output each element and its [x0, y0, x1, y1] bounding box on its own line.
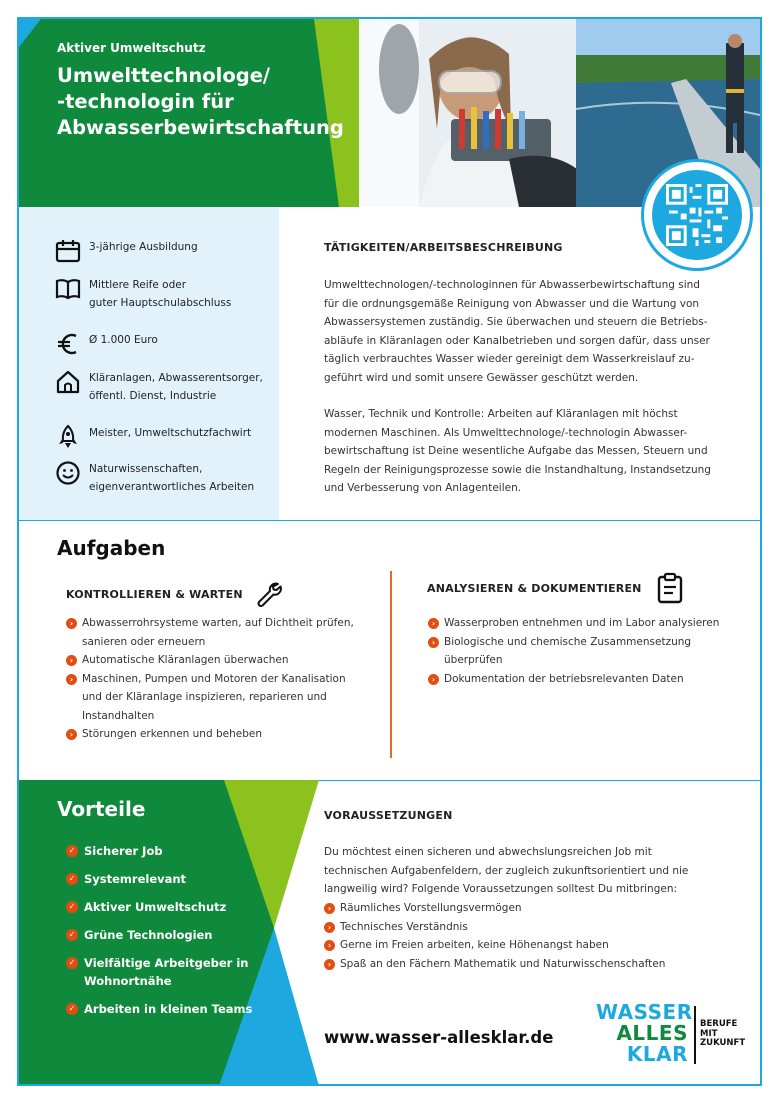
calendar-icon — [55, 238, 81, 264]
benefit-item — [66, 842, 252, 860]
arrow-icon: › — [66, 618, 77, 629]
description-line: Regeln der Reinigungsprozesse sowie die Instandhaltung, Instandsetzung — [324, 463, 711, 476]
description-line: Abwassersystemen zuständig. Sie überwachen und steuern die Betriebs- — [324, 316, 708, 328]
description-line: bewirtschaftung ist Deine wesentliche Aufgabe das Messen, Steuern und — [324, 445, 708, 457]
qr-code-pattern — [652, 170, 742, 260]
fact-interests — [55, 460, 254, 496]
clipboard-icon — [656, 572, 684, 604]
requirements-intro — [324, 843, 724, 899]
description-line: täglich verbrauchtes Wasser wieder gereinigt dem Wasserkreislauf zu- — [324, 353, 695, 365]
benefit-item — [66, 926, 252, 944]
arrow-icon: › — [428, 637, 439, 648]
list-item-text: Räumliches Vorstellungsvermögen — [340, 902, 522, 914]
arrow-icon: › — [428, 618, 439, 629]
title-line: Umwelttechnologe/ — [57, 64, 271, 87]
benefits-title: Vorteile — [57, 797, 146, 821]
list-item-text: sanieren oder erneuern — [82, 635, 206, 648]
tagline-text: MIT — [700, 1028, 718, 1039]
tasks-left-list — [66, 614, 376, 744]
description-line: Umwelttechnologen/-technologinnen für Abwasserbewirtschaftung sind — [324, 279, 700, 291]
description-heading: TÄTIGKEITEN/ARBEITSBESCHREIBUNG — [324, 241, 563, 254]
wrench-icon — [255, 580, 283, 608]
arrow-icon: › — [66, 674, 77, 685]
list-item-text: Gerne im Freien arbeiten, keine Höhenangst haben — [340, 939, 609, 951]
logo-text: WASSER — [596, 1000, 693, 1024]
fact-text: eigenverantwortliches Arbeiten — [89, 481, 255, 493]
arrow-icon: › — [324, 922, 335, 933]
benefit-text: Sicherer Job — [84, 844, 163, 858]
check-icon: ✓ — [66, 929, 78, 941]
kicker: Aktiver Umweltschutz — [57, 41, 206, 55]
list-item — [428, 633, 748, 670]
description-line: für die ordnungsgemäße Reinigung von Abwasser und die Wartung von — [324, 297, 700, 310]
logo-wordmark — [596, 1000, 693, 1066]
list-item-text: Störungen erkennen und beheben — [82, 728, 262, 740]
fact-text: Kläranlagen, Abwasserentsorger, — [89, 372, 263, 384]
fact-text: öffentl. Dienst, Industrie — [89, 390, 217, 402]
title-line: Abwasserbewirtschaftung — [57, 116, 344, 139]
logo-text: KLAR — [626, 1042, 688, 1066]
benefit-text: Grüne Technologien — [84, 928, 213, 942]
requirements-line: Du möchtest einen sicheren und abwechslungsreichen Job mit — [324, 846, 652, 858]
list-item — [66, 614, 376, 651]
title-line: -technologin für — [57, 90, 234, 113]
list-item — [66, 670, 376, 726]
list-item — [324, 918, 724, 937]
list-item-text: Dokumentation der betriebsrelevanten Daten — [444, 672, 684, 685]
requirements-heading: VORAUSSETZUNGEN — [324, 809, 453, 822]
check-icon: ✓ — [66, 845, 78, 857]
list-item — [428, 614, 748, 633]
benefit-text: Wohnortnähe — [84, 974, 172, 988]
page-title — [57, 63, 344, 141]
fact-salary — [55, 331, 158, 357]
benefit-text: Systemrelevant — [84, 872, 187, 886]
check-icon: ✓ — [66, 957, 78, 969]
list-item — [324, 899, 724, 918]
tagline-text: ZUKUNFT — [700, 1038, 746, 1048]
qr-code[interactable] — [641, 159, 753, 271]
tasks-column-divider — [390, 571, 392, 758]
website-link[interactable]: www.wasser-allesklar.de — [324, 1028, 554, 1047]
description-line: Wasser, Technik und Kontrolle: Arbeiten auf Kläranlagen mit höchst — [324, 408, 678, 420]
lab-photo — [359, 19, 577, 207]
fact-text: Ø 1.000 Euro — [89, 334, 158, 346]
tasks-right-header — [427, 572, 684, 604]
check-icon: ✓ — [66, 901, 78, 913]
fact-education — [55, 276, 231, 312]
list-item-text: Abwasserrohrsysteme warten, auf Dichtheit prüfen, — [82, 617, 354, 629]
tasks-left-header — [66, 580, 283, 608]
tagline-text: BERUFE — [700, 1019, 738, 1029]
book-icon — [55, 276, 81, 302]
arrow-icon: › — [324, 959, 335, 970]
rocket-icon — [55, 424, 81, 450]
description-line: geführt wird und somit unsere Gewässer geschützt werden. — [324, 371, 639, 384]
list-item — [66, 651, 376, 670]
benefit-text: Arbeiten in kleinen Teams — [84, 1002, 253, 1016]
list-item-text: Spaß an den Fächern Mathematik und Naturwisschenschaften — [340, 957, 666, 970]
job-description — [324, 276, 719, 516]
requirements-line: technischen Aufgabenfeldern, der zugleich zukunftsorientiert und nie — [324, 864, 689, 877]
euro-icon — [55, 331, 81, 357]
description-paragraph — [324, 276, 719, 387]
benefit-text: Vielfältige Arbeitgeber in — [84, 956, 249, 970]
list-item-text: Biologische und chemische Zusammensetzung — [444, 635, 692, 648]
list-item — [66, 725, 376, 744]
arrow-icon: › — [66, 729, 77, 740]
list-item-text: überprüfen — [444, 654, 503, 666]
house-icon — [55, 369, 81, 395]
fact-text: Mittlere Reife oder — [89, 279, 187, 291]
benefit-item — [66, 954, 252, 990]
check-icon: ✓ — [66, 873, 78, 885]
list-item-text: und der Kläranlage inspizieren, reparieren und — [82, 691, 327, 703]
section-divider — [19, 520, 760, 521]
list-item-text: Technisches Verständnis — [340, 920, 468, 933]
description-line: und Verbesserung von Anlagenteilen. — [324, 482, 522, 494]
tasks-left-heading: KONTROLLIEREN & WARTEN — [66, 587, 243, 601]
list-item — [324, 955, 724, 974]
benefits-list — [66, 842, 252, 1018]
check-icon: ✓ — [66, 1003, 78, 1015]
requirements-line: langweilig wird? Folgende Voraussetzungen solltest Du mitbringen: — [324, 883, 678, 895]
arrow-icon: › — [66, 655, 77, 666]
description-paragraph — [324, 405, 719, 498]
list-item-text: Maschinen, Pumpen und Motoren der Kanalisation — [82, 672, 346, 685]
fact-text: Naturwissenschaften, — [89, 463, 203, 475]
benefit-item — [66, 1000, 252, 1018]
list-item — [324, 936, 724, 955]
list-item — [428, 670, 748, 689]
smiley-icon — [55, 460, 81, 486]
arrow-icon: › — [324, 903, 335, 914]
list-item-text: Automatische Kläranlagen überwachen — [82, 654, 289, 666]
arrow-icon: › — [428, 674, 439, 685]
list-item-text: Instandhalten — [82, 709, 155, 722]
requirements-list — [324, 899, 724, 973]
header — [19, 19, 760, 207]
benefit-text: Aktiver Umweltschutz — [84, 900, 227, 914]
logo-text: ALLES — [616, 1021, 688, 1045]
fact-text: guter Hauptschulabschluss — [89, 297, 232, 309]
fact-text: Meister, Umweltschutzfachwirt — [89, 427, 252, 439]
fact-text: 3-jährige Ausbildung — [89, 241, 198, 253]
flyer — [17, 17, 762, 1086]
description-line: modernen Maschinen. Als Umwelttechnologe/-technologin Abwasser- — [324, 426, 688, 439]
benefit-item — [66, 898, 252, 916]
logo-tagline — [700, 1020, 745, 1049]
list-item-text: Wasserproben entnehmen und im Labor analysieren — [444, 617, 720, 629]
fact-workplaces — [55, 369, 263, 405]
fact-career — [55, 424, 251, 450]
benefit-item — [66, 870, 252, 888]
logo-divider — [694, 1006, 696, 1064]
tasks-right-list — [428, 614, 748, 688]
lab-scientist-image — [359, 19, 577, 207]
tasks-title: Aufgaben — [57, 536, 166, 560]
fact-duration — [55, 238, 198, 264]
arrow-icon: › — [324, 940, 335, 951]
description-line: abläufe in Kläranlagen oder Kanalbetrieben und sorgen dafür, dass unser — [324, 334, 710, 347]
tasks-right-heading: ANALYSIEREN & DOKUMENTIEREN — [427, 581, 642, 595]
wasser-alles-klar-logo — [596, 1002, 756, 1072]
